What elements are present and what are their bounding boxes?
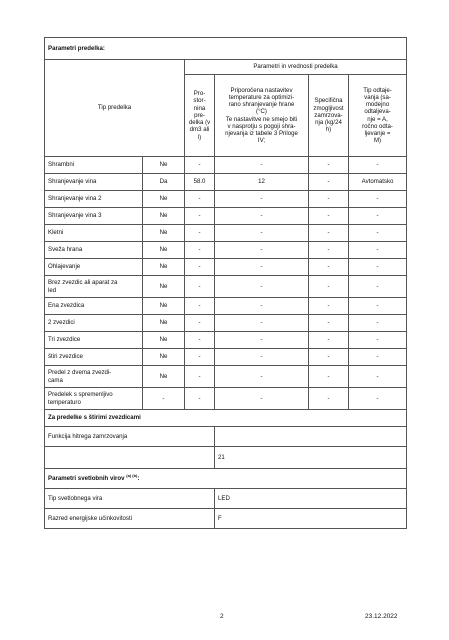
compartment-capacity-cell: -	[309, 208, 349, 225]
compartment-capacity-cell: -	[309, 366, 349, 388]
compartment-defrost-cell: -	[349, 276, 407, 298]
compartment-type-cell: Shrambni	[45, 157, 143, 174]
page-number: 2	[220, 613, 224, 620]
table-row	[45, 242, 407, 259]
compartment-volume-cell: -	[185, 298, 215, 315]
col-header-type: Tip predelka	[45, 60, 185, 157]
col-header-defrost-type: Tip odtaje- vanja (sa- modejno odtaljeva- nje = A, ročno odta- ljevanje = M)	[349, 75, 407, 157]
table-row	[45, 298, 407, 315]
compartment-temperature-cell: -	[215, 349, 309, 366]
compartment-type-cell: štiri zvezdice	[45, 349, 143, 366]
compartment-temperature-cell: -	[215, 157, 309, 174]
table-row	[45, 225, 407, 242]
table-row	[45, 388, 407, 410]
compartment-temperature-cell: -	[215, 332, 309, 349]
compartment-type-cell: Shranjevanje vina 3	[45, 208, 143, 225]
compartment-capacity-cell: -	[309, 174, 349, 191]
compartment-temperature-cell: -	[215, 366, 309, 388]
compartment-present-cell: Ne	[143, 315, 185, 332]
table-row	[45, 447, 407, 469]
light-param-label: Razred energijske učinkovitosti	[45, 509, 215, 529]
compartment-type-cell: Ohlajevanje	[45, 259, 143, 276]
compartment-defrost-cell: -	[349, 259, 407, 276]
light-section-header	[45, 469, 407, 489]
compartment-defrost-cell: -	[349, 208, 407, 225]
fast-freeze-label: Funkcija hitrega zamrzovanja	[45, 427, 215, 447]
table-row	[45, 174, 407, 191]
compartment-defrost-cell: -	[349, 366, 407, 388]
compartment-present-cell: Ne	[143, 349, 185, 366]
compartment-capacity-cell: -	[309, 157, 349, 174]
compartment-temperature-cell: -	[215, 191, 309, 208]
compartment-parameters-table	[44, 37, 407, 529]
col-header-freezing-capacity: Specifična zmogljivost zamrzova- nja (kg/24 h)	[309, 75, 349, 157]
table-row	[45, 157, 407, 174]
compartment-type-cell: Tri zvezdice	[45, 332, 143, 349]
compartment-capacity-cell: -	[309, 388, 349, 410]
table-row	[45, 427, 407, 447]
compartment-present-cell: -	[143, 388, 185, 410]
compartment-defrost-cell: -	[349, 157, 407, 174]
table-row	[45, 332, 407, 349]
table-row	[45, 276, 407, 298]
table-row	[45, 489, 407, 509]
compartment-volume-cell: -	[185, 276, 215, 298]
compartment-type-cell: Ena zvezdica	[45, 298, 143, 315]
compartment-volume-cell: 58.0	[185, 174, 215, 191]
compartment-volume-cell: -	[185, 208, 215, 225]
compartment-temperature-cell: -	[215, 388, 309, 410]
compartment-present-cell: Ne	[143, 276, 185, 298]
compartment-type-cell: Shranjevanje vina	[45, 174, 143, 191]
compartment-volume-cell: -	[185, 157, 215, 174]
light-param-label: Tip svetlobnega vira	[45, 489, 215, 509]
compartment-volume-cell: -	[185, 332, 215, 349]
table-row	[45, 191, 407, 208]
table-row	[45, 315, 407, 332]
compartment-volume-cell: -	[185, 191, 215, 208]
params-group-row	[45, 60, 407, 75]
compartment-present-cell: Ne	[143, 332, 185, 349]
compartment-volume-cell: -	[185, 366, 215, 388]
compartment-present-cell: Ne	[143, 225, 185, 242]
compartment-capacity-cell: -	[309, 225, 349, 242]
light-section-title: Parametri svetlobnih virov	[48, 474, 125, 482]
compartment-volume-cell: -	[185, 259, 215, 276]
compartment-defrost-cell: -	[349, 388, 407, 410]
compartment-present-cell: Ne	[143, 366, 185, 388]
compartment-present-cell: Ne	[143, 157, 185, 174]
compartment-capacity-cell: -	[309, 191, 349, 208]
compartment-capacity-cell: -	[309, 242, 349, 259]
compartment-present-cell: Da	[143, 174, 185, 191]
table-title-row	[45, 38, 407, 60]
footer-date: 23.12.2022	[365, 613, 398, 620]
table-row	[45, 349, 407, 366]
light-section-footnote-marks: (a) (b)	[126, 472, 138, 478]
fast-freeze-value	[215, 427, 407, 447]
table-title: Parametri predelka:	[45, 38, 407, 60]
compartment-capacity-cell: -	[309, 298, 349, 315]
compartment-type-cell: Brez zvezdic ali aparat za led	[45, 276, 143, 298]
compartment-defrost-cell: -	[349, 298, 407, 315]
compartment-capacity-cell: -	[309, 276, 349, 298]
compartment-volume-cell: -	[185, 242, 215, 259]
light-param-value: F	[215, 509, 407, 529]
table-row	[45, 208, 407, 225]
compartment-type-cell: 2 zvezdici	[45, 315, 143, 332]
params-group-header: Parametri in vrednosti predelka	[185, 60, 407, 75]
table-row	[45, 259, 407, 276]
compartment-defrost-cell: -	[349, 332, 407, 349]
table-row	[45, 366, 407, 388]
col-header-volume: Pro- stor- nina pre- delka (v dm3 ali l)	[185, 75, 215, 157]
compartment-temperature-cell: -	[215, 315, 309, 332]
compartment-defrost-cell: -	[349, 191, 407, 208]
four-star-empty-label	[45, 447, 215, 469]
col-header-temperature: Priporočena nastavitev temperature za optimizi- rano shranjevanje hrane (°C) Te nastavitve ne smejo biti v nasprotju s pogoji shra- njevanja iz tabele 3 Priloge IV;	[215, 75, 309, 157]
compartment-defrost-cell: -	[349, 225, 407, 242]
compartment-defrost-cell: Avtomatsko	[349, 174, 407, 191]
compartment-present-cell: Ne	[143, 259, 185, 276]
compartment-temperature-cell: -	[215, 276, 309, 298]
compartment-capacity-cell: -	[309, 259, 349, 276]
compartment-present-cell: Ne	[143, 208, 185, 225]
compartment-temperature-cell: 12	[215, 174, 309, 191]
table-row	[45, 509, 407, 529]
compartment-type-cell: Kletni	[45, 225, 143, 242]
compartment-volume-cell: -	[185, 225, 215, 242]
compartment-capacity-cell: -	[309, 349, 349, 366]
four-star-section-title: Za predelke s štirimi zvezdicami	[45, 410, 407, 427]
four-star-extra-value: 21	[215, 447, 407, 469]
compartment-present-cell: Ne	[143, 242, 185, 259]
four-star-section-header	[45, 410, 407, 427]
compartment-type-cell: Predelek s spremenljivo temperaturo	[45, 388, 143, 410]
compartment-type-cell: Shranjevanje vina 2	[45, 191, 143, 208]
light-param-value: LED	[215, 489, 407, 509]
compartment-temperature-cell: -	[215, 225, 309, 242]
compartment-volume-cell: -	[185, 388, 215, 410]
compartment-type-cell: Sveža hrana	[45, 242, 143, 259]
compartment-defrost-cell: -	[349, 349, 407, 366]
compartment-present-cell: Ne	[143, 298, 185, 315]
compartment-capacity-cell: -	[309, 315, 349, 332]
compartment-type-cell: Predel z dvema zvezdi- cama	[45, 366, 143, 388]
compartment-temperature-cell: -	[215, 298, 309, 315]
compartment-temperature-cell: -	[215, 259, 309, 276]
compartment-volume-cell: -	[185, 349, 215, 366]
compartment-capacity-cell: -	[309, 332, 349, 349]
compartment-present-cell: Ne	[143, 191, 185, 208]
light-section-title-cell: Parametri svetlobnih virov $^{(a) (b)}$:	[45, 469, 407, 489]
compartment-temperature-cell: -	[215, 208, 309, 225]
compartment-temperature-cell: -	[215, 242, 309, 259]
compartment-volume-cell: -	[185, 315, 215, 332]
compartment-defrost-cell: -	[349, 242, 407, 259]
compartment-defrost-cell: -	[349, 315, 407, 332]
